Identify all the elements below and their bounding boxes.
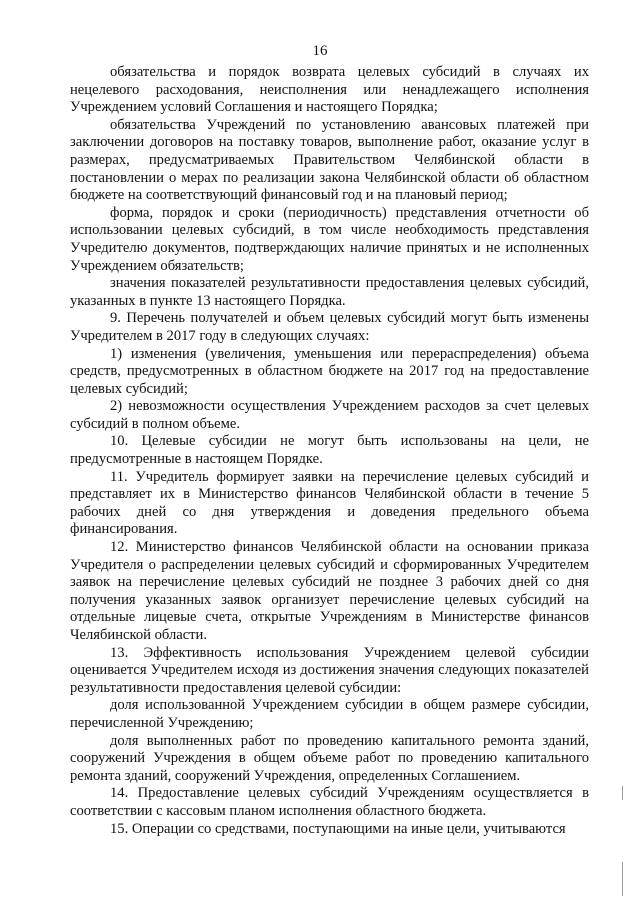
paragraph-indicator-repair-works: доля выполненных работ по проведению капитального ремонта зданий, сооружений Учреждения в общем объеме работ по проведению капитального ремонта зданий, сооружений Учреждения, определенных Соглашением. [70, 732, 589, 784]
paragraph-indicator-subsidy-share: доля использованной Учреждением субсидии в общем размере субсидии, перечисленной Учреждению; [70, 697, 589, 731]
paragraph-item-12: 12. Министерство финансов Челябинской области на основании приказа Учредителя о распределении целевых субсидий и сформированных Учредителем заявок на перечисление целевых субсидий не позднее 3 рабочих дней со дня получения указанных заявок организует перечисление целевых субсидий на отдельные лицевые счета, открытые Учреждениям в Министерстве финансов Челябинской области. [70, 539, 589, 643]
scan-artifact-line [622, 786, 623, 800]
page-number: 16 [312, 43, 328, 59]
paragraph-item-11: 11. Учредитель формирует заявки на перечисление целевых субсидий и представляет их в Министерство финансов Челябинской области в течение 5 рабочих дней со дня утверждения и доведения предельного объема финансирования. [70, 468, 589, 538]
paragraph-performance-indicators: значения показателей результативности предоставления целевых субсидий, указанных в пункте 13 настоящего Порядка. [70, 275, 589, 309]
paragraph-item-10: 10. Целевые субсидии не могут быть использованы на цели, не предусмотренные в настоящем Порядке. [70, 433, 589, 468]
paragraph-item-9-1: 1) изменения (увеличения, уменьшения или перераспределения) объема средств, предусмотренных в областном бюджете на 2017 год на предоставление целевых субсидий; [70, 345, 589, 397]
paragraph-item-13: 13. Эффективность использования Учреждением целевой субсидии оценивается Учредителем исходя из достижения значения следующих показателей результативности предоставления целевой субсидии: [70, 644, 589, 696]
paragraph-reporting-form: форма, порядок и сроки (периодичность) представления отчетности об использовании целевых субсидий, в том числе необходимость представления Учредителю документов, подтверждающих наличие принятых и не исполненных Учреждением обязательств; [70, 204, 589, 274]
document-body [70, 64, 589, 838]
paragraph-advance-payments: обязательства Учреждений по установлению авансовых платежей при заключении договоров на поставку товаров, выполнение работ, оказание услуг в размерах, предусматриваемых Правительством Челябинской области в постановлении о мерах по реализации закона Челябинской области об областном бюджете на соответствующий финансовый год и на плановый период; [70, 116, 589, 204]
paragraph-item-15: 15. Операции со средствами, поступающими на иные цели, учитываются [110, 820, 566, 837]
scan-artifact-line [622, 862, 623, 896]
paragraph-item-14: 14. Предоставление целевых субсидий Учреждениям осуществляется в соответствии с кассовым планом исполнения областного бюджета. [70, 785, 589, 819]
paragraph-item-9-2: 2) невозможности осуществления Учреждением расходов за счет целевых субсидий в полном объеме. [70, 398, 589, 432]
paragraph-refund-obligations: обязательства и порядок возврата целевых субсидий в случаях их нецелевого расходования, неисполнения или ненадлежащего исполнения Учреждением условий Соглашения и настоящего Порядка; [70, 64, 589, 116]
paragraph-item-9: 9. Перечень получателей и объем целевых субсидий могут быть изменены Учредителем в 2017 году в следующих случаях: [70, 310, 589, 344]
